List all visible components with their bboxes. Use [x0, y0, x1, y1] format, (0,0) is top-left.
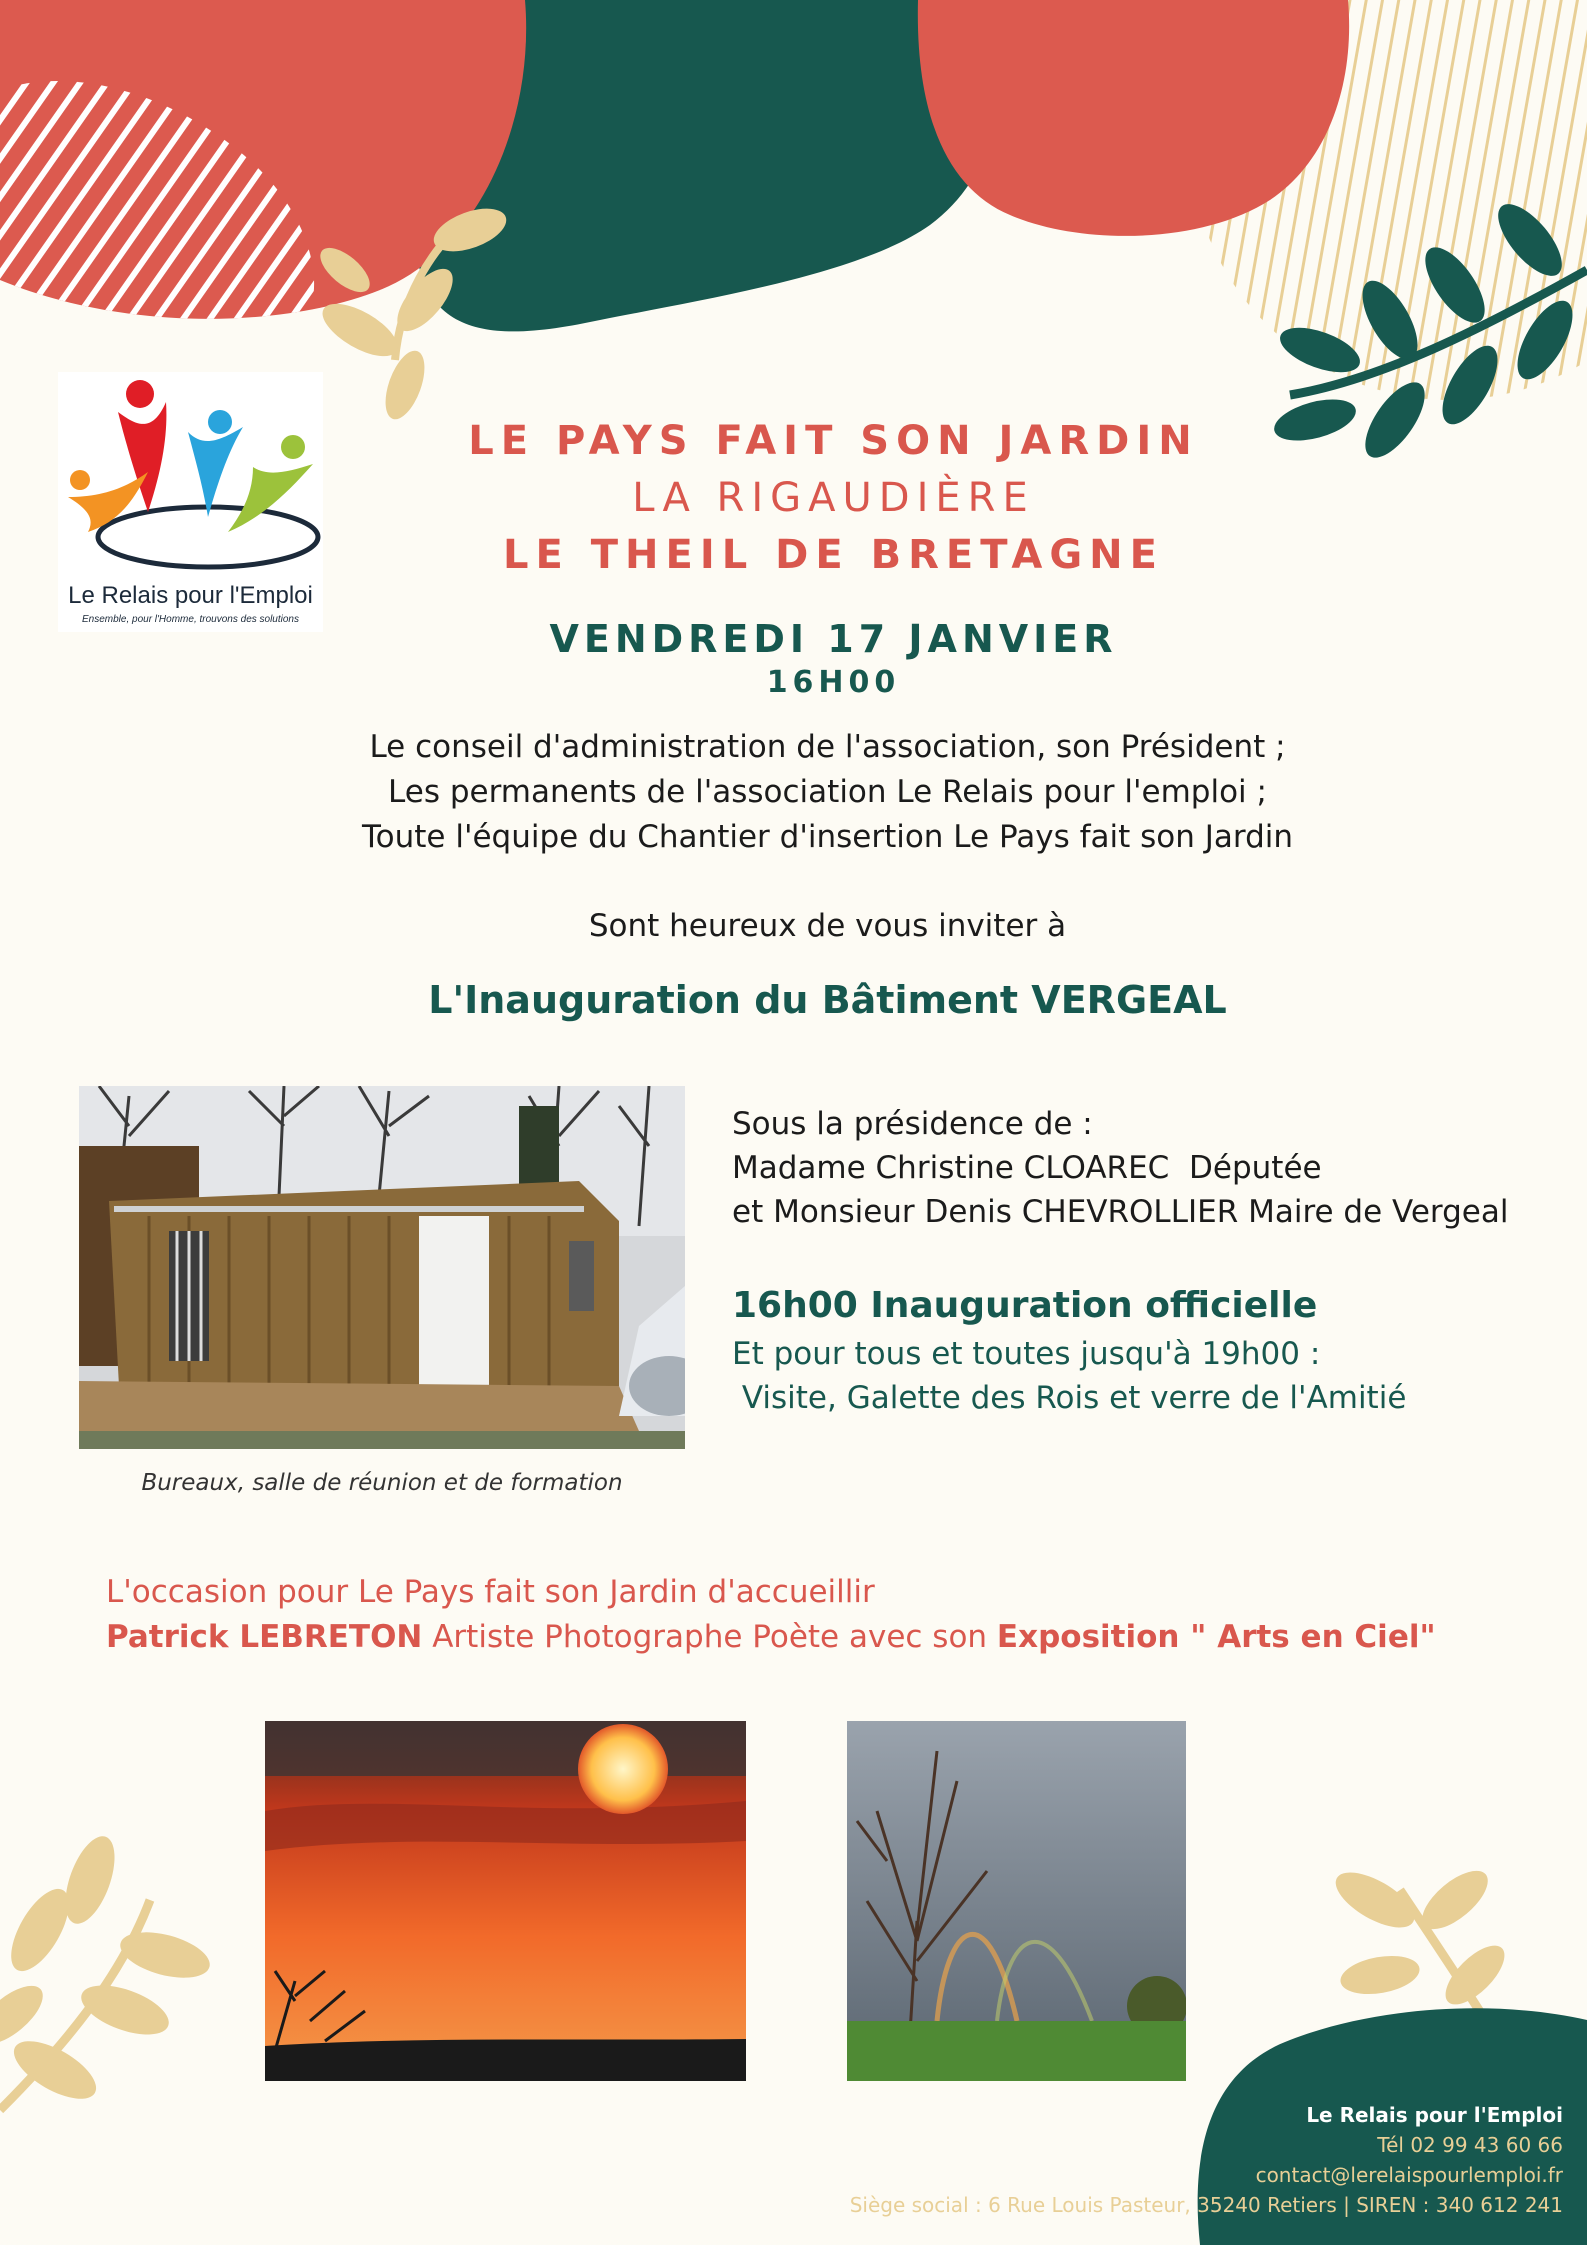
event-date: VENDREDI 17 JANVIER [549, 617, 1118, 661]
invite-text: Sont heureux de vous inviter à [588, 908, 1067, 944]
event-time: 16H00 [766, 665, 901, 700]
logo-tagline: Ensemble, pour l'Homme, trouvons des solutions [81, 614, 299, 625]
sand-leaf-branch-bottom-left [0, 1830, 215, 2110]
title-la-rigaudiere: LA RIGAUDIÈRE [632, 475, 1035, 521]
intro-line: Toute l'équipe du Chantier d'insertion Le Pays fait son Jardin [361, 819, 1294, 855]
exhibition-text [106, 1570, 1436, 1660]
presidency-line: Madame Christine CLOAREC Députée [732, 1150, 1322, 1186]
intro-line: Le conseil d'administration de l'association, son Président ; [369, 729, 1286, 765]
exhibition-artist-line [106, 1615, 1436, 1660]
activities: Visite, Galette des Rois et verre de l'Amitié [732, 1380, 1407, 1416]
presidency-line: Sous la présidence de : [732, 1106, 1093, 1142]
inauguration-headline: L'Inauguration du Bâtiment VERGEAL [428, 978, 1227, 1022]
footer-org: Le Relais pour l'Emploi [1306, 2103, 1563, 2127]
presidency-block [732, 1102, 1508, 1234]
intro-text [34, 725, 1587, 860]
footer-address: Siège social : 6 Rue Louis Pasteur, 35240 Retiers | SIREN : 340 612 241 [849, 2193, 1563, 2217]
artist-description: Artiste Photographe Poète avec son [422, 1619, 997, 1655]
building-photo-caption: Bureaux, salle de réunion et de formation [141, 1470, 623, 1496]
open-until: Et pour tous et toutes jusqu'à 19h00 : [732, 1336, 1321, 1372]
exhibition-intro: L'occasion pour Le Pays fait son Jardin d'accueillir [106, 1574, 875, 1610]
footer-phone: Tél 02 99 43 60 66 [1377, 2133, 1563, 2157]
title-le-theil-de-bretagne: LE THEIL DE BRETAGNE [503, 532, 1164, 578]
exposition-title: Exposition " Arts en Ciel" [996, 1619, 1436, 1655]
footer-email: contact@lerelaispourlemploi.fr [1255, 2163, 1563, 2187]
intro-line: Les permanents de l'association Le Relais pour l'emploi ; [388, 774, 1267, 810]
official-inauguration: 16h00 Inauguration officielle [732, 1285, 1318, 1326]
logo-name: Le Relais pour l'Emploi [68, 582, 313, 609]
building-photo [79, 1086, 685, 1449]
sunset-photo [265, 1721, 746, 2081]
presidency-line: et Monsieur Denis CHEVROLLIER Maire de Vergeal [732, 1194, 1509, 1230]
artist-name: Patrick LEBRETON [106, 1619, 423, 1655]
rainbow-photo [847, 1721, 1186, 2081]
title-pays-fait-son-jardin: LE PAYS FAIT SON JARDIN [468, 418, 1199, 464]
